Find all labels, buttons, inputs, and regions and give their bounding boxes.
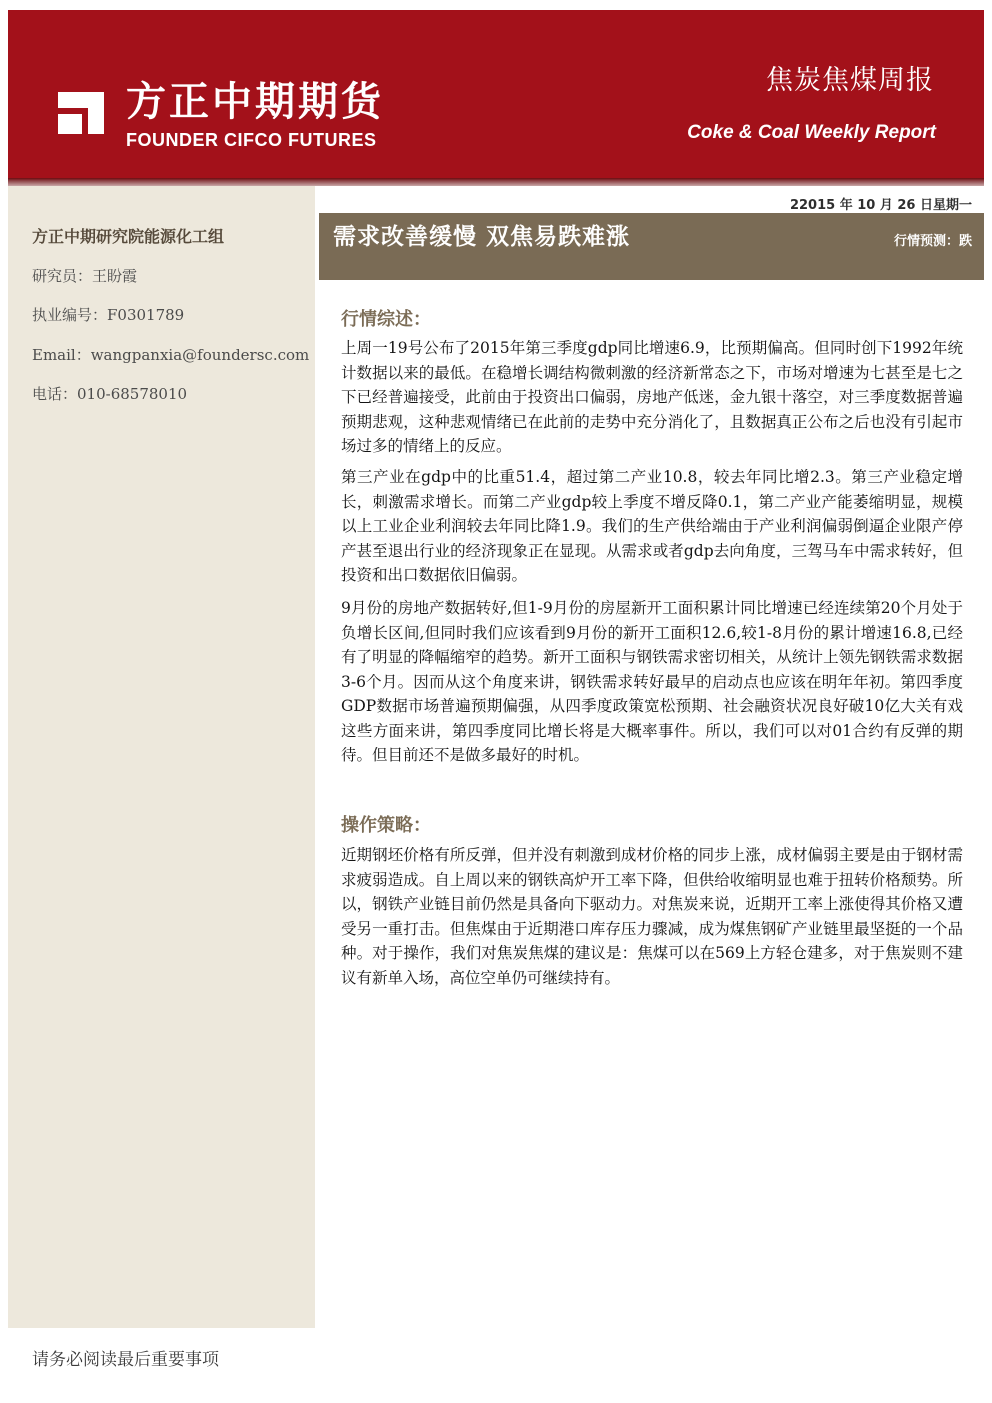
page-title: 需求改善缓慢 双焦易跌难涨 — [333, 224, 631, 250]
footer-notice: 请务必阅读最后重要事项 — [32, 1350, 219, 1370]
paragraph: 9月份的房地产数据转好,但1-9月份的房屋新开工面积累计同比增速已经连续第20个月处于负增长区间,但同时我们应该看到9月份的新开工面积12.6,较1-8月份的累计增速16.8,已经有了明显的降幅缩窄的趋势。新开工面积与钢铁需求密切相关，从统计上领先钢铁需求数据3-6个月。因而从这个角度来讲，钢铁需求转好最早的启动点也应该在明年年初。第四季度GDP数据市场普遍预期偏强，从四季度政策宽松预期、社会融资状况良好破10亿大关有戏这些方面来讲，第四季度同比增长将是大概率事件。所以，我们可以对01合约有反弹的期待。但目前还不是做多最好的时机。 — [341, 599, 963, 764]
report-title-en: Coke & Coal Weekly Report — [687, 122, 936, 143]
section-title-market: 行情综述： — [341, 309, 431, 330]
company-logo-english: FOUNDER CIFCO FUTURES — [126, 130, 377, 150]
email: Email：wangpanxia@foundersc.com — [32, 346, 310, 364]
company-logo-text: 方正中期期货 — [126, 79, 384, 125]
paragraph: 第三产业在gdp中的比重51.4，超过第二产业10.8，较去年同比增2.3。第三产业稳定增长，刺激需求增长。而第二产业gdp较上季度不增反降0.1，第二产业产能萎缩明显，规模以上工业企业利润较去年同比降1.9。我们的生产供给端由于产业利润偏弱倒逼企业限产停产甚至退出行业的经济现象正在显现。从需求或者gdp去向角度，三驾马车中需求转好，但投资和出口数据依旧偏弱。 — [341, 468, 963, 584]
report-date: 22015 年 10 月 26 日星期一 — [789, 198, 972, 213]
phone: 电话：010-68578010 — [32, 385, 188, 403]
forecast: 行情预测：跌 — [893, 234, 972, 249]
researcher: 研究员：王盼霞 — [32, 267, 138, 285]
paragraph: 近期钢坯价格有所反弹，但并没有刺激到成材价格的同步上涨，成材偏弱主要是由于钢材需求疲弱造成。自上周以来的钢铁高炉开工率下降，但供给收缩明显也难于扭转价格颓势。所以，钢铁产业链目前仍然是具备向下驱动力。对焦炭来说，近期开工率上涨使得其价格又遭受另一重打击。但焦煤由于近期港口库存压力骤减，成为煤焦钢矿产业链里最坚挺的一个品种。对于操作，我们对焦炭焦煤的建议是：焦煤可以在569上方轻仓建多，对于焦炭则不建议有新单入场，高位空单仍可继续持有。 — [341, 846, 963, 987]
research-group: 方正中期研究院能源化工组 — [32, 227, 225, 246]
company-logo-icon — [48, 78, 114, 144]
paragraph: 上周一19号公布了2015年第三季度gdp同比增速6.9，比预期偏高。但同时创下1992年统计数据以来的最低。在稳增长调结构微刺激的经济新常态之下，市场对增速为七甚至是七之下已经普遍接受，此前由于投资出口偏弱，房地产低迷，金九银十落空，对三季度数据普遍预期悲观，这种悲观情绪已在此前的走势中充分消化了，且数据真正公布之后也没有引起市场过多的情绪上的反应。 — [341, 339, 963, 455]
header-divider — [8, 178, 984, 186]
license-number: 执业编号：F0301789 — [32, 306, 185, 324]
report-title-cn: 焦炭焦煤周报 — [766, 65, 934, 96]
section-title-strategy: 操作策略： — [341, 815, 431, 836]
